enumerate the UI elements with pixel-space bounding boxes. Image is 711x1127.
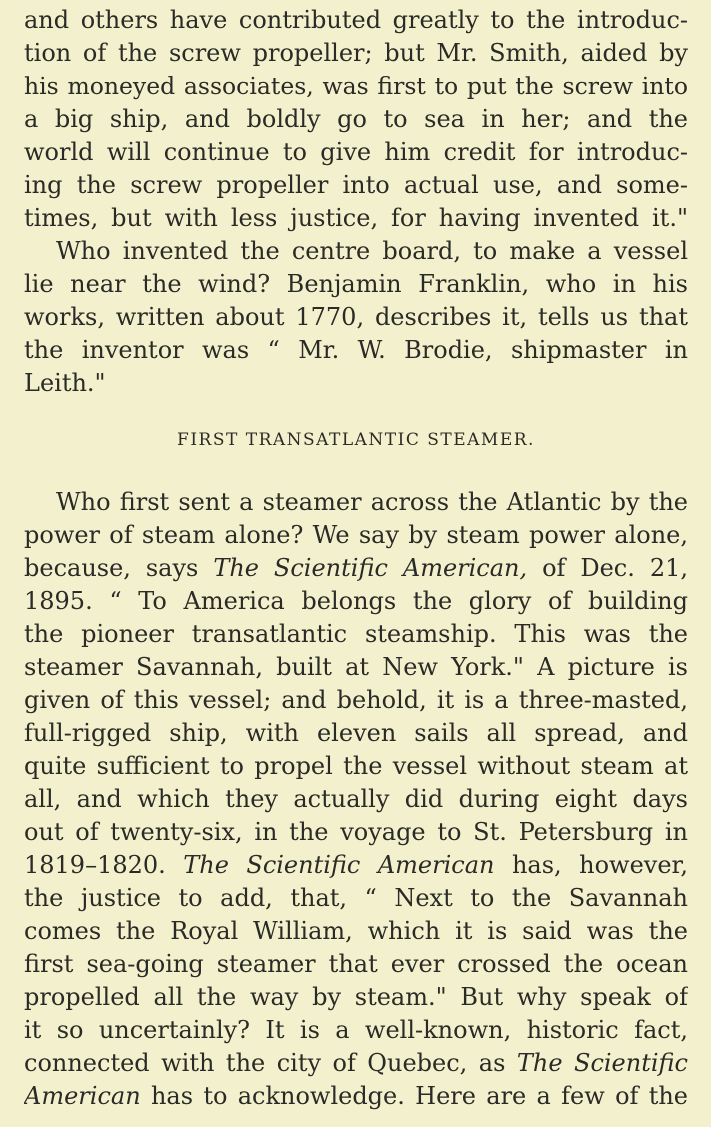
text-line: given of this vessel; and behold, it is a three-masted, xyxy=(24,686,688,714)
text-line xyxy=(24,1080,688,1113)
book-page xyxy=(24,4,688,1113)
text-line: quite sufficient to propel the vessel without steam at xyxy=(24,752,688,780)
text-segment: has to acknowledge. Here are a few of the xyxy=(140,1082,688,1110)
text-segment: because, says xyxy=(24,554,214,582)
text-line xyxy=(24,1047,688,1080)
text-line: comes the Royal William, which it is said was the xyxy=(24,917,688,945)
text-line: Who invented the centre board, to make a vessel xyxy=(56,237,688,265)
text-line: it so uncertainly? It is a well-known, historic fact, xyxy=(24,1016,688,1044)
text-line: his moneyed associates, was first to put the screw into xyxy=(24,72,688,100)
text-line: the pioneer transatlantic steamship. This was the xyxy=(24,620,688,648)
paragraph-transatlantic-steamer xyxy=(24,486,688,1113)
text-segment: 1819–1820. xyxy=(24,851,184,879)
text-line: the justice to add, that, “ Next to the Savannah xyxy=(24,884,688,912)
publication-title: The Scientific American, xyxy=(213,554,528,582)
text-line: steamer Savannah, built at New York." A picture is xyxy=(24,653,688,681)
text-line: and others have contributed greatly to the introduc- xyxy=(24,6,688,34)
text-line: full-rigged ship, with eleven sails all spread, and xyxy=(24,719,688,747)
text-line: Who first sent a steamer across the Atlantic by the xyxy=(56,488,688,516)
text-line: propelled all the way by steam." But why speak of xyxy=(24,983,688,1011)
text-line xyxy=(24,849,688,882)
text-segment: has, however, xyxy=(494,851,688,879)
text-line: a big ship, and boldly go to sea in her; and the xyxy=(24,105,688,133)
text-line: works, written about 1770, describes it, tells us that xyxy=(24,303,688,331)
paragraph-centre-board xyxy=(24,235,688,400)
text-line: the inventor was “ Mr. W. Brodie, shipmaster in xyxy=(24,336,688,364)
text-line: power of steam alone? We say by steam power alone, xyxy=(24,521,688,549)
text-line: ing the screw propeller into actual use, and some- xyxy=(24,171,688,199)
text-line xyxy=(24,552,688,585)
text-segment: of Dec. 21, xyxy=(527,554,688,582)
text-line: times, but with less justice, for having invented it." xyxy=(24,204,688,232)
text-line: world will continue to give him credit for introduc- xyxy=(24,138,688,166)
text-line: out of twenty-six, in the voyage to St. Petersburg in xyxy=(24,818,688,846)
text-line: 1895. “ To America belongs the glory of building xyxy=(24,587,688,615)
publication-title: American xyxy=(24,1082,141,1110)
publication-title: The Scientific xyxy=(516,1049,688,1077)
paragraph-screw-propeller xyxy=(24,4,688,235)
text-line: first sea-going steamer that ever crossed the ocean xyxy=(24,950,688,978)
publication-title: The Scientific American xyxy=(183,851,495,879)
text-line: tion of the screw propeller; but Mr. Smith, aided by xyxy=(24,39,688,67)
section-heading: FIRST TRANSATLANTIC STEAMER. xyxy=(177,430,535,450)
text-line: Leith." xyxy=(24,369,106,397)
text-segment: connected with the city of Quebec, as xyxy=(24,1049,517,1077)
text-line: all, and which they actually did during eight days xyxy=(24,785,688,813)
text-line: lie near the wind? Benjamin Franklin, who in his xyxy=(24,270,688,298)
